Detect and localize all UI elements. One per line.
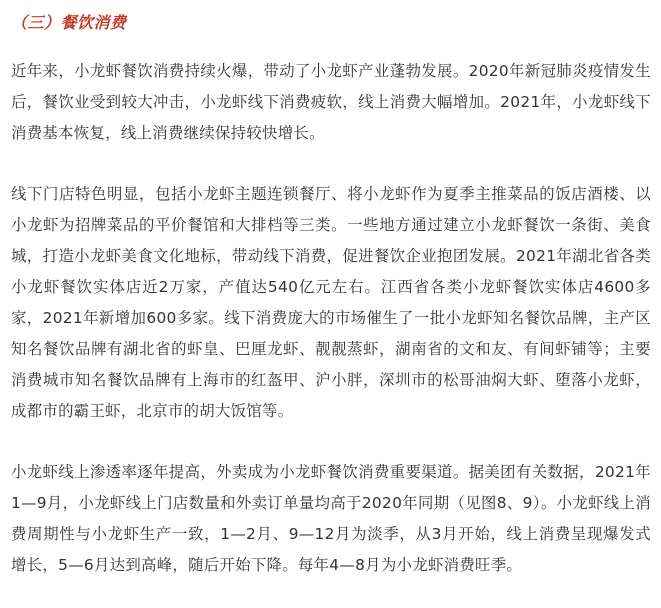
paragraph-consumption-overview: 近年来，小龙虾餐饮消费持续火爆，带动了小龙虾产业蓬勃发展。2020年新冠肺炎疫情发生后，餐饮业受到较大冲击，小龙虾线下消费疲软，线上消费大幅增加。2021年，小龙虾线下消费基本恢复，线上消费继续保持较快增长。 [11,62,651,142]
article-body [11,0,651,581]
paragraph-online-consumption: 小龙虾线上渗透率逐年提高，外卖成为小龙虾餐饮消费重要渠道。据美团有关数据，2021年1—9月，小龙虾线上门店数量和外卖订单量均高于2020年同期（见图8、9）。小龙虾线上消费周期性与小龙虾生产一致，1—2月、9—12月为淡季，从3月开始，线上消费呈现爆发式增长，5—6月达到高峰，随后开始下降。每年4—8月为小龙虾消费旺季。 [11,463,651,574]
section-heading: （三）餐饮消费 [11,13,127,32]
paragraph-offline-stores: 线下门店特色明显，包括小龙虾主题连锁餐厅、将小龙虾作为夏季主推菜品的饭店酒楼、以小龙虾为招牌菜品的平价餐馆和大排档等三类。一些地方通过建立小龙虾餐饮一条街、美食城，打造小龙虾美食文化地标，带动线下消费，促进餐饮企业抱团发展。2021年湖北省各类小龙虾餐饮实体店近2万家，产值达540亿元左右。江西省各类小龙虾餐饮实体店4600多家，2021年新增加600多家。线下消费庞大的市场催生了一批小龙虾知名餐饮品牌，主产区知名餐饮品牌有湖北省的虾皇、巴厘龙虾、靓靓蒸虾，湖南省的文和友、有间虾铺等；主要消费城市知名餐饮品牌有上海市的红盔甲、沪小胖，深圳市的松哥油焖大虾、堕落小龙虾，成都市的霸王虾，北京市的胡大饭馆等。 [11,185,651,420]
